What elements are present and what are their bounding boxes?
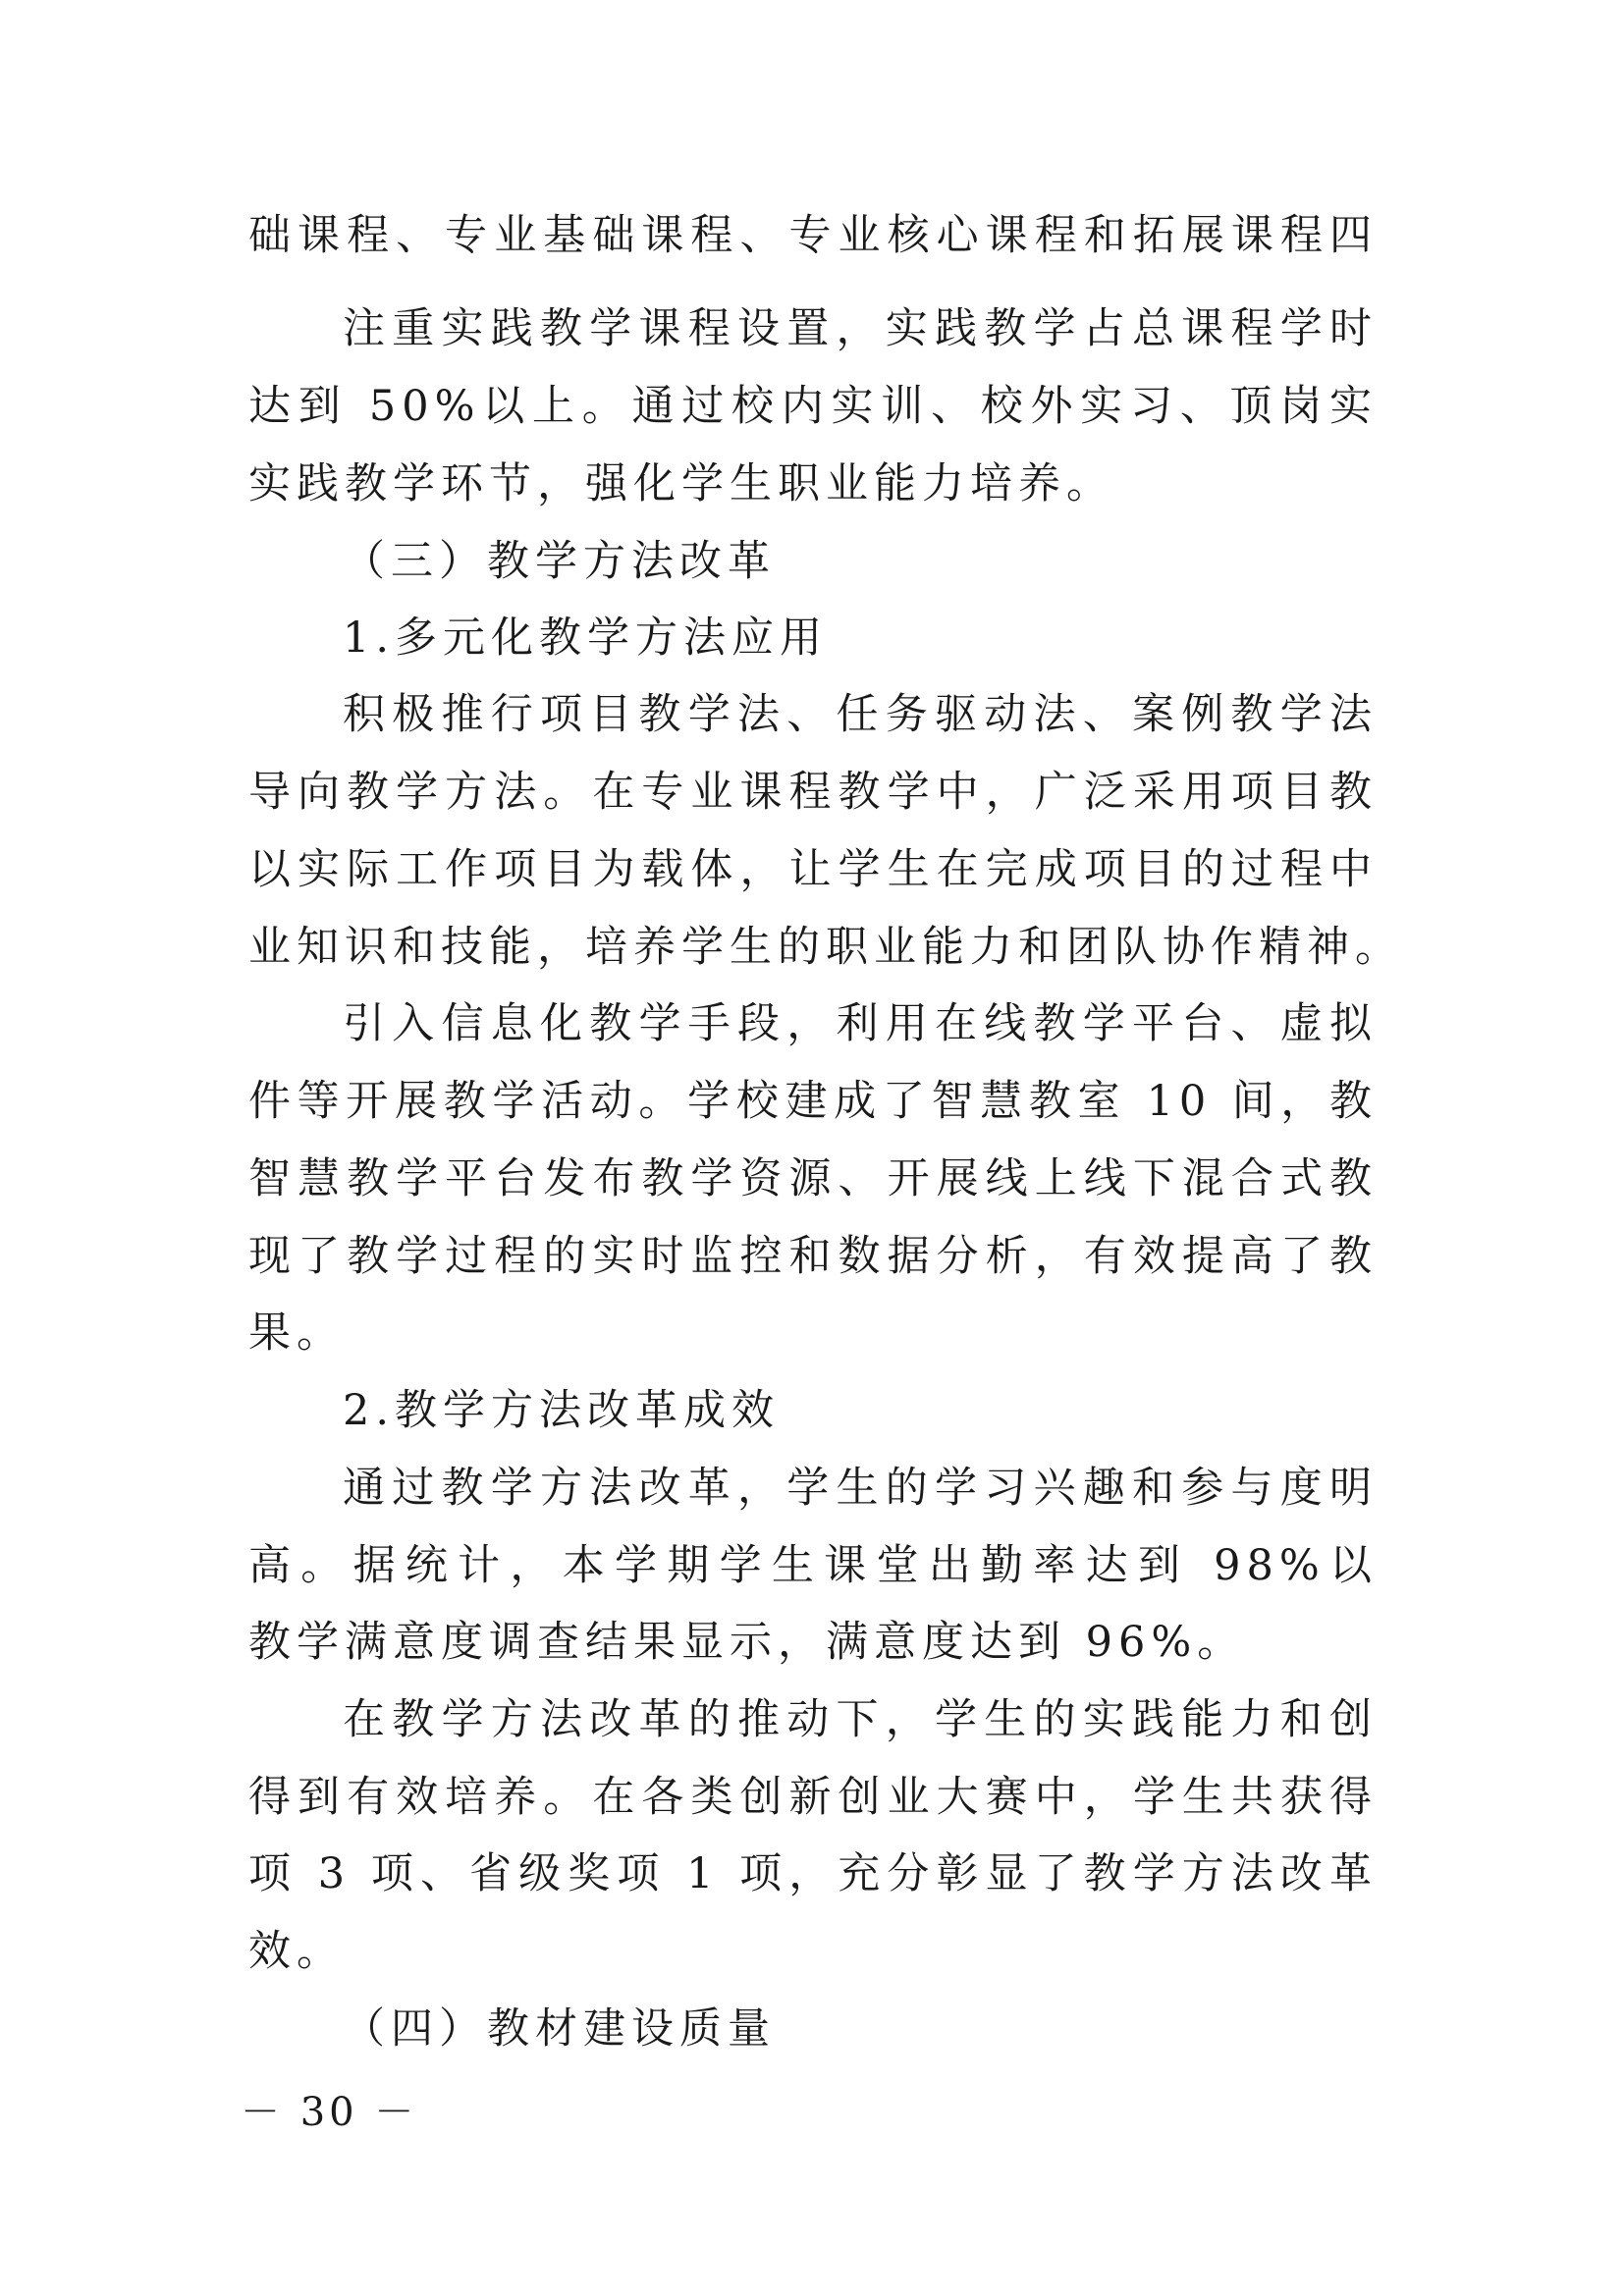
- paragraph-line: 业知识和技能，培养学生的职业能力和团队协作精神。: [248, 923, 1403, 972]
- paragraph-line: 现了教学过程的实时监控和数据分析，有效提高了教: [248, 1232, 1378, 1281]
- paragraph-line: 以实际工作项目为载体，让学生在完成项目的过程中: [248, 845, 1378, 894]
- section-heading: （三）教学方法改革: [343, 537, 776, 586]
- paragraph-line: 引入信息化教学手段，利用在线教学平台、虚拟: [343, 999, 1378, 1048]
- paragraph-line: 效。: [248, 1927, 345, 1976]
- paragraph-line: 积极推行项目教学法、任务驱动法、案例教学法: [343, 690, 1378, 739]
- paragraph-line: 实践教学环节，强化学生职业能力培养。: [248, 459, 1114, 508]
- paragraph-line: 智慧教学平台发布教学资源、开展线上线下混合式教: [248, 1154, 1378, 1203]
- paragraph-line: 通过教学方法改革，学生的学习兴趣和参与度明: [343, 1464, 1378, 1513]
- paragraph-line: 件等开展教学活动。学校建成了智慧教室 10 间，教: [248, 1077, 1378, 1126]
- paragraph-line: 教学满意度调查结果显示，满意度达到 96%。: [248, 1618, 1246, 1667]
- paragraph-line: 达到 50%以上。通过校内实训、校外实习、顶岗实: [248, 382, 1378, 431]
- subsection-heading: 2.教学方法改革成效: [343, 1386, 781, 1435]
- paragraph-line: 在教学方法改革的推动下，学生的实践能力和创: [343, 1695, 1378, 1744]
- paragraph-line: 导向教学方法。在专业课程教学中，广泛采用项目教: [248, 768, 1378, 817]
- paragraph-line: 注重实践教学课程设置，实践教学占总课程学时: [343, 304, 1378, 353]
- section-heading: （四）教材建设质量: [343, 2004, 776, 2054]
- paragraph-line: 果。: [248, 1308, 345, 1358]
- paragraph-line: 得到有效培养。在各类创新创业大赛中，学生共获得: [248, 1773, 1378, 1822]
- paragraph-line: 础课程、专业基础课程、专业核心课程和拓展课程四: [248, 211, 1378, 260]
- subsection-heading: 1.多元化教学方法应用: [343, 614, 829, 663]
- page-number: － 30 －: [241, 2090, 418, 2135]
- paragraph-line: 高。据统计，本学期学生课堂出勤率达到 98%以: [248, 1541, 1378, 1590]
- paragraph-line: 项 3 项、省级奖项 1 项，充分彰显了教学方法改革: [248, 1849, 1378, 1898]
